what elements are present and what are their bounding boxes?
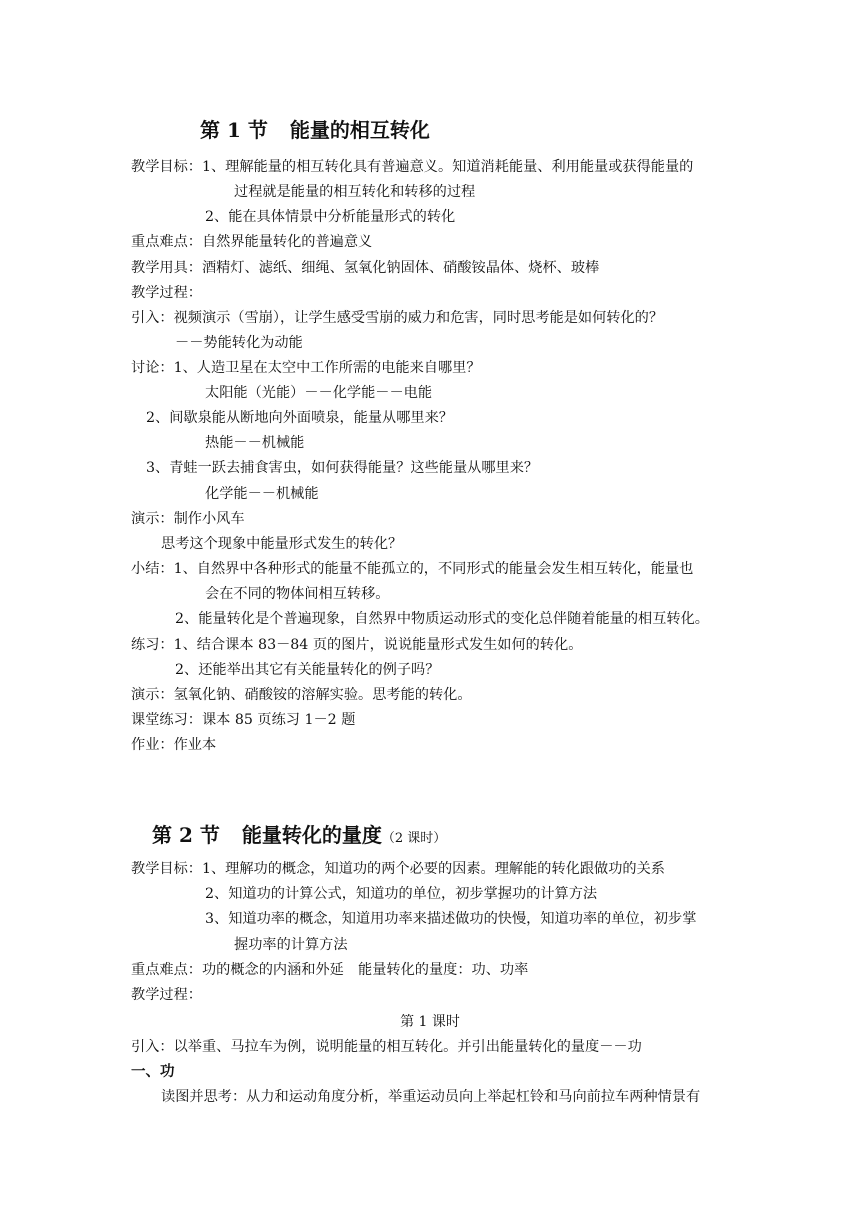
s1-discussion-1-answer: 太阳能（光能）－－化学能－－电能 (205, 385, 433, 401)
s2-key-points: 重点难点：功的概念的内涵和外延 能量转化的量度：功、功率 (131, 962, 529, 978)
s2-goal-3-cont: 握功率的计算方法 (234, 937, 348, 953)
s1-demo-question: 思考这个现象中能量形式发生的转化？ (161, 536, 403, 552)
s2-goal-2: 2、知道功的计算公式，知道功的单位，初步掌握功的计算方法 (205, 886, 598, 902)
s1-discussion-3-answer: 化学能－－机械能 (205, 486, 319, 502)
section-1-heading: 能量的相互转化 (289, 118, 430, 142)
section-1-title (200, 117, 430, 143)
s1-goal-1: 教学目标：1、理解能量的相互转化具有普遍意义。知道消耗能量、利用能量或获得能量的 (131, 159, 694, 175)
section-2-heading: 能量转化的量度 (241, 823, 382, 847)
s2-reading-prompt: 读图并思考：从力和运动角度分析，举重运动员向上举起杠铃和马向前拉车两种情景有 (161, 1089, 701, 1105)
s1-intro: 引入：视频演示（雪崩），让学生感受雪崩的威力和危害，同时思考能是如何转化的？ (131, 310, 664, 326)
section-1-number: 第 1 节 (200, 118, 268, 142)
s1-goal-2: 2、能在具体情景中分析能量形式的转化 (205, 209, 456, 225)
s1-summary-1: 小结：1、自然界中各种形式的能量不能孤立的，不同形式的能量会发生相互转化，能量也 (131, 561, 694, 577)
section-2-duration: （2 课时） (381, 831, 447, 846)
s1-class-exercise: 课堂练习：课本 85 页练习 1－2 题 (131, 712, 356, 728)
section-2-title (152, 822, 446, 852)
s1-homework: 作业：作业本 (131, 737, 217, 753)
s1-key-points: 重点难点：自然界能量转化的普遍意义 (131, 234, 373, 250)
s1-discussion-1: 讨论：1、人造卫星在太空中工作所需的电能来自哪里？ (131, 360, 481, 376)
s2-subheading-work: 一、功 (131, 1063, 175, 1080)
s2-goal-1: 教学目标：1、理解功的概念，知道功的两个必要的因素。理解能的转化跟做功的关系 (131, 861, 665, 877)
s1-demo: 演示：制作小风车 (131, 511, 245, 527)
s2-goal-3: 3、知道功率的概念，知道用功率来描述做功的快慢，知道功率的单位，初步掌 (205, 911, 697, 927)
s1-discussion-3: 3、青蛙一跃去捕食害虫，如何获得能量？这些能量从哪里来？ (146, 460, 539, 476)
s1-discussion-2: 2、间歇泉能从断地向外面喷泉，能量从哪里来？ (146, 410, 453, 426)
s1-exercise-2: 2、还能举出其它有关能量转化的例子吗？ (175, 662, 440, 678)
s2-process-label: 教学过程： (131, 987, 202, 1003)
s1-summary-1-cont: 会在不同的物体间相互转移。 (205, 586, 390, 602)
lesson-1-label: 第 1 课时 (400, 1014, 460, 1030)
s1-demo-2: 演示：氢氧化钠、硝酸铵的溶解实验。思考能的转化。 (131, 687, 472, 703)
s1-discussion-2-answer: 热能－－机械能 (205, 435, 305, 451)
s1-intro-answer: －－势能转化为动能 (175, 335, 303, 351)
s1-summary-2: 2、能量转化是个普遍现象，自然界中物质运动形式的变化总伴随着能量的相互转化。 (175, 611, 709, 627)
s1-goal-1-cont: 过程就是能量的相互转化和转移的过程 (234, 184, 476, 200)
section-2-number: 第 2 节 (152, 823, 220, 847)
s1-process-label: 教学过程： (131, 285, 202, 301)
s1-materials: 教学用具：酒精灯、滤纸、细绳、氢氧化钠固体、硝酸铵晶体、烧杯、玻棒 (131, 260, 600, 276)
s2-intro: 引入：以举重、马拉车为例，说明能量的相互转化。并引出能量转化的量度－－功 (131, 1039, 642, 1055)
s1-exercise-1: 练习：1、结合课本 83－84 页的图片，说说能量形式发生如何的转化。 (131, 637, 583, 653)
